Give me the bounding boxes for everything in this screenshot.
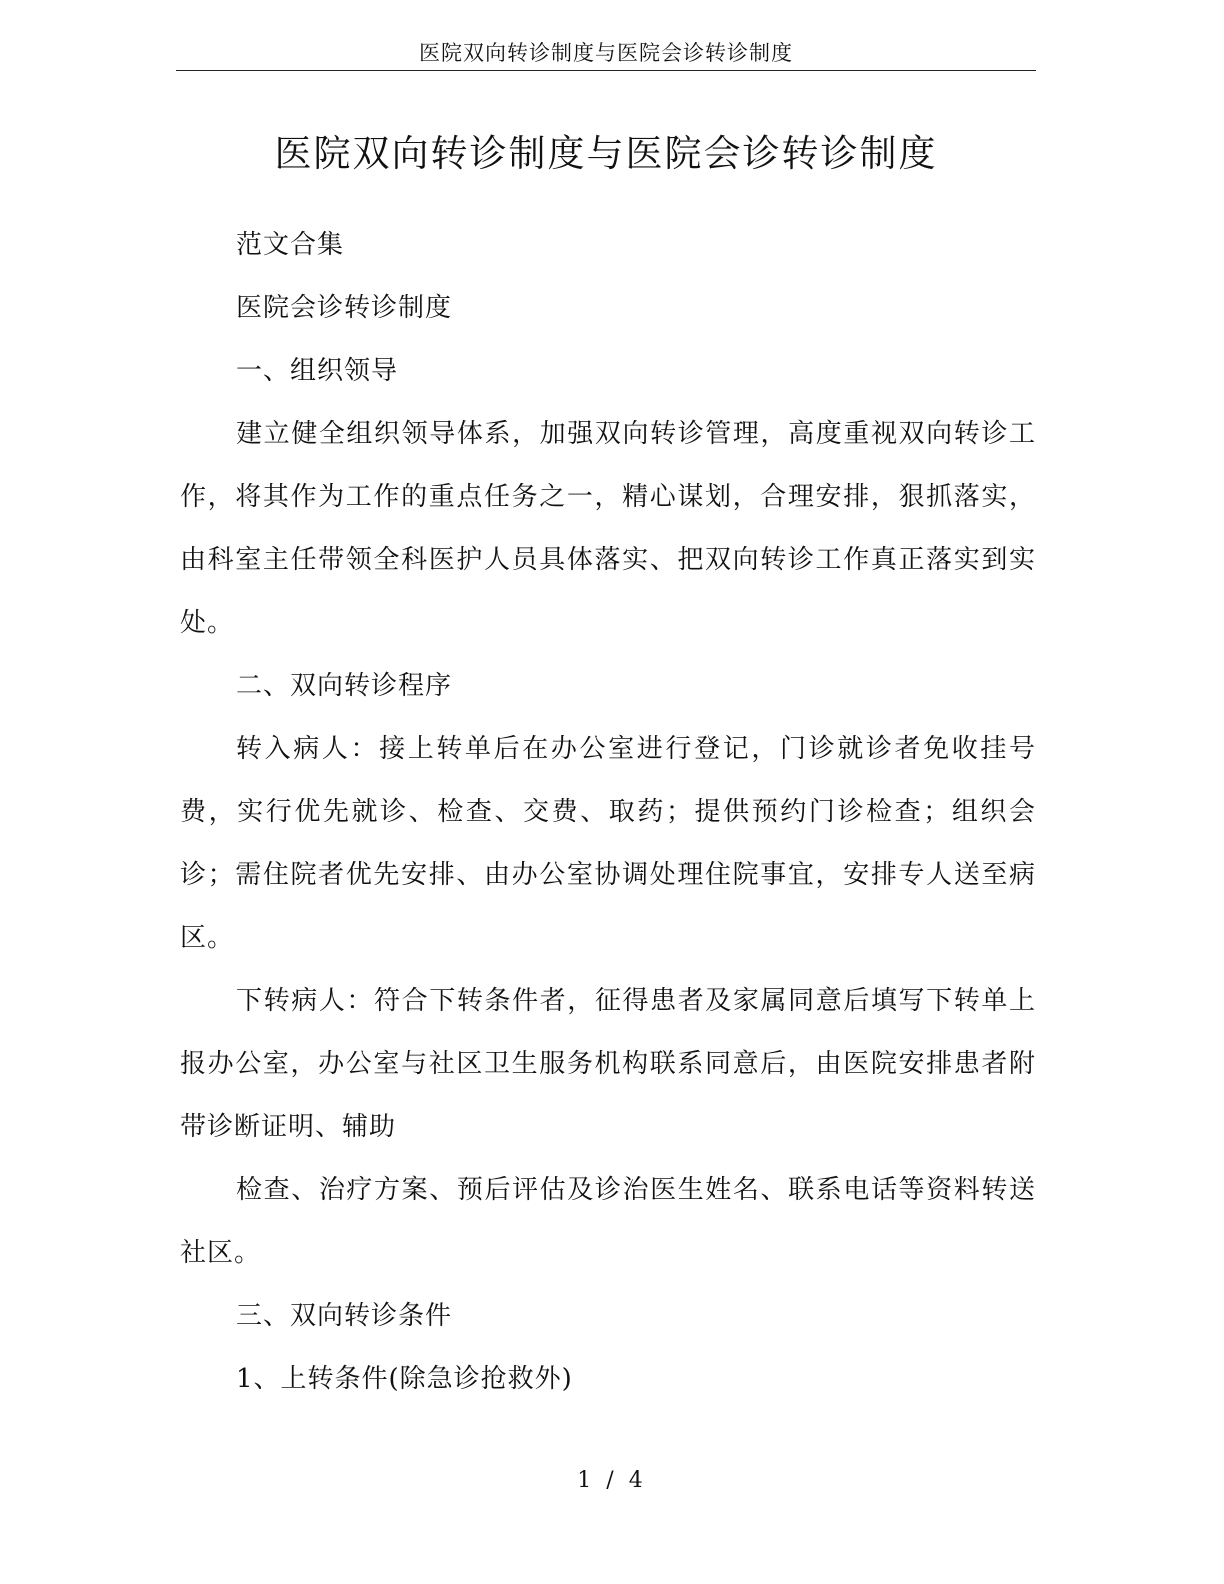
subheading-upward-conditions: 1、上转条件(除急诊抢救外) xyxy=(236,1364,573,1394)
document-title: 医院双向转诊制度与医院会诊转诊制度 xyxy=(274,132,938,175)
paragraph-organization: 建立健全组织领导体系，加强双向转诊管理，高度重视双向转诊工作，将其作为工作的重点任务之一，精心谋划，合理安排，狠抓落实，由科室主任带领全科医护人员具体落实、把双向转诊工作真正落实到实处。 xyxy=(180,419,1036,638)
section-heading-conditions: 三、双向转诊条件 xyxy=(236,1301,453,1331)
paragraph-outgoing-continued: 检查、治疗方案、预后评估及诊治医生姓名、联系电话等资料转送社区。 xyxy=(180,1175,1036,1268)
paragraph-outgoing-patients: 下转病人：符合下转条件者，征得患者及家属同意后填写下转单上报办公室，办公室与社区卫生服务机构联系同意后，由医院安排患者附带诊断证明、辅助 xyxy=(180,986,1036,1142)
section-heading-procedure: 二、双向转诊程序 xyxy=(236,671,453,701)
paragraph-incoming-patients: 转入病人：接上转单后在办公室进行登记，门诊就诊者免收挂号费，实行优先就诊、检查、交费、取药；提供预约门诊检查；组织会诊；需住院者优先安排、由办公室协调处理住院事宜，安排专人送至病区。 xyxy=(180,734,1036,953)
running-header: 医院双向转诊制度与医院会诊转诊制度 xyxy=(176,36,1036,71)
section-heading-organization: 一、组织领导 xyxy=(236,356,399,386)
page-number: 1 / 4 xyxy=(577,1468,647,1493)
paragraph-collection-label: 范文合集 xyxy=(236,230,345,260)
paragraph-subtitle: 医院会诊转诊制度 xyxy=(236,293,453,323)
document-body xyxy=(180,214,1036,1411)
